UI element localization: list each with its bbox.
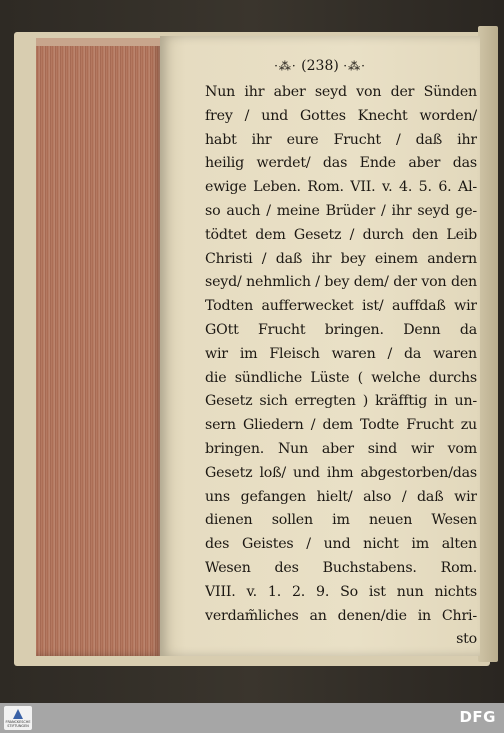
text-line: heilig werdet/ das Ende aber das [205, 155, 477, 172]
page-edges-top [36, 38, 164, 46]
text-line: tödtet dem Gesetz / durch den Leib [205, 226, 477, 243]
text-line: Todten aufferwecket ist/ auffdaß wir [205, 298, 477, 315]
page-text [205, 81, 477, 652]
francke-logo-icon [13, 709, 23, 719]
text-line: des Geistes / und nicht im alten [205, 536, 477, 553]
text-line: Nun ihr aber seyd von der Sünden [205, 84, 477, 100]
text-line: Wesen des Buchstabens. Rom. [205, 559, 477, 576]
viewer-footer-bar [0, 703, 504, 733]
dfg-logo[interactable]: DFG [459, 708, 496, 726]
text-line: die sündliche Lüste ( welche durchs [205, 369, 477, 386]
text-line: habt ihr eure Frucht / daß ihr [205, 131, 477, 148]
ornament-left-icon: ·⁂· [274, 59, 297, 73]
page-edges [36, 38, 164, 656]
page-header [160, 58, 480, 74]
text-line: ewige Leben. Rom. VII. v. 4. 5. 6. Al- [205, 179, 477, 196]
text-line: GOtt Frucht bringen. Denn da [205, 321, 477, 338]
text-line: bringen. Nun aber sind wir vom [205, 440, 477, 457]
text-line: Gesetz loß/ und ihm abgestorben/das [205, 464, 477, 481]
text-line: uns gefangen hielt/ also / daß wir [205, 488, 477, 505]
text-line: VIII. v. 1. 2. 9. So ist nun nichts [205, 583, 477, 600]
text-line: frey / und Gottes Knecht worden/ [205, 107, 477, 124]
francke-logo[interactable] [4, 706, 32, 730]
text-line: Christi / daß ihr bey einem andern [205, 250, 477, 267]
page-number: (238) [301, 58, 339, 74]
text-line: verdam̃liches an denen/die in Chri- [205, 607, 477, 624]
text-line: seyd/ nehmlich / bey dem/ der von den [205, 274, 477, 291]
text-line: wir im Fleisch waren / da waren [205, 345, 477, 362]
francke-logo-caption: FRANCKESCHE STIFTUNGEN [5, 720, 31, 728]
text-line: Gesetz sich erregten ) kräfftig in un- [205, 393, 477, 410]
ornament-right-icon: ·⁂· [343, 59, 366, 73]
text-line: dienen sollen im neuen Wesen [205, 512, 477, 529]
text-line: so auch / meine Brüder / ihr seyd ge- [205, 202, 477, 219]
book-cover-edge [478, 26, 498, 662]
text-line: sto [456, 631, 477, 648]
text-line: sern Gliedern / dem Todte Frucht zu [205, 417, 477, 434]
